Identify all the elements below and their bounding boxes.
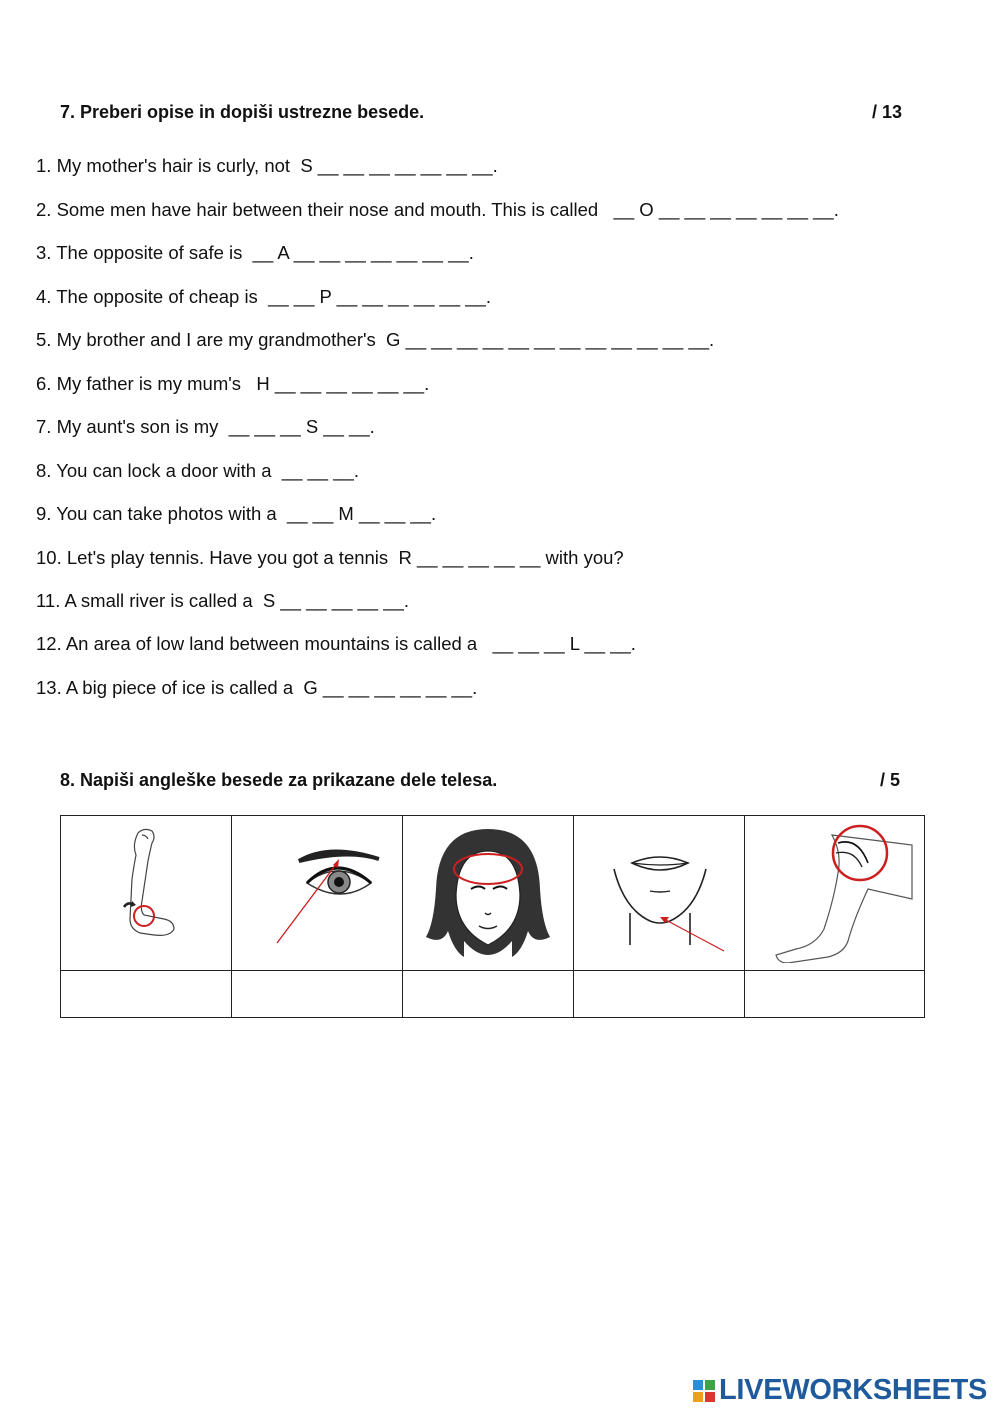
section-7-title: 7. Preberi opise in dopiši ustrezne besede. [60, 102, 425, 122]
knee-picture [752, 823, 917, 963]
exercise-item-3: 3. The opposite of safe is __ A __ __ __ __ __ __ __. [36, 242, 474, 263]
exercise-item-6: 6. My father is my mum's H __ __ __ __ __ __. [36, 373, 430, 394]
exercise-item-12: 12. An area of low land between mountains is called a __ __ __ L __ __. [36, 633, 636, 654]
logo-text: LIVEWORKSHEETS [719, 1374, 988, 1406]
exercise-item-9: 9. You can take photos with a __ __ M __ __ __. [36, 503, 437, 524]
liveworksheets-logo [693, 1374, 987, 1407]
answer-cell-1[interactable] [61, 971, 232, 1018]
answers-row [61, 971, 925, 1018]
chin-picture [584, 833, 734, 953]
answer-cell-3[interactable] [403, 971, 574, 1018]
exercise-item-13: 13. A big piece of ice is called a G __ __ __ __ __ __. [36, 677, 478, 698]
picture-cell-5 [745, 816, 925, 971]
exercise-item-5: 5. My brother and I are my grandmother's G __ __ __ __ __ __ __ __ __ __ __ __. [36, 329, 715, 350]
exercise-item-2: 2. Some men have hair between their nose and mouth. This is called __ O __ __ __ __ __ __ __. [36, 199, 839, 220]
section-7-score: / 13 [871, 102, 902, 122]
elbow-picture [86, 823, 206, 963]
section-8-heading [60, 770, 900, 791]
picture-cell-2 [232, 816, 403, 971]
answer-cell-2[interactable] [232, 971, 403, 1018]
forehead-picture [423, 823, 553, 963]
section-7-heading [60, 102, 902, 123]
section-8-score: / 5 [879, 770, 900, 790]
exercise-item-10: 10. Let's play tennis. Have you got a tennis R __ __ __ __ __ with you? [36, 547, 624, 568]
exercise-item-7: 7. My aunt's son is my __ __ __ S __ __. [36, 416, 375, 437]
answer-cell-4[interactable] [574, 971, 745, 1018]
picture-cell-4 [574, 816, 745, 971]
exercise-item-1: 1. My mother's hair is curly, not S __ __ __ __ __ __ __. [36, 155, 498, 176]
exercise-item-4: 4. The opposite of cheap is __ __ P __ __ __ __ __ __. [36, 286, 491, 307]
eyebrow-picture [247, 833, 387, 953]
logo-blocks-icon [693, 1380, 715, 1402]
body-parts-table [60, 815, 925, 1018]
pictures-row [61, 816, 925, 971]
answer-cell-5[interactable] [745, 971, 925, 1018]
picture-cell-1 [61, 816, 232, 971]
section-8-title: 8. Napiši angleške besede za prikazane dele telesa. [60, 770, 498, 790]
picture-cell-3 [403, 816, 574, 971]
exercise-item-8: 8. You can lock a door with a __ __ __. [36, 460, 359, 481]
exercise-item-11: 11. A small river is called a S __ __ __ __ __. [36, 590, 409, 611]
